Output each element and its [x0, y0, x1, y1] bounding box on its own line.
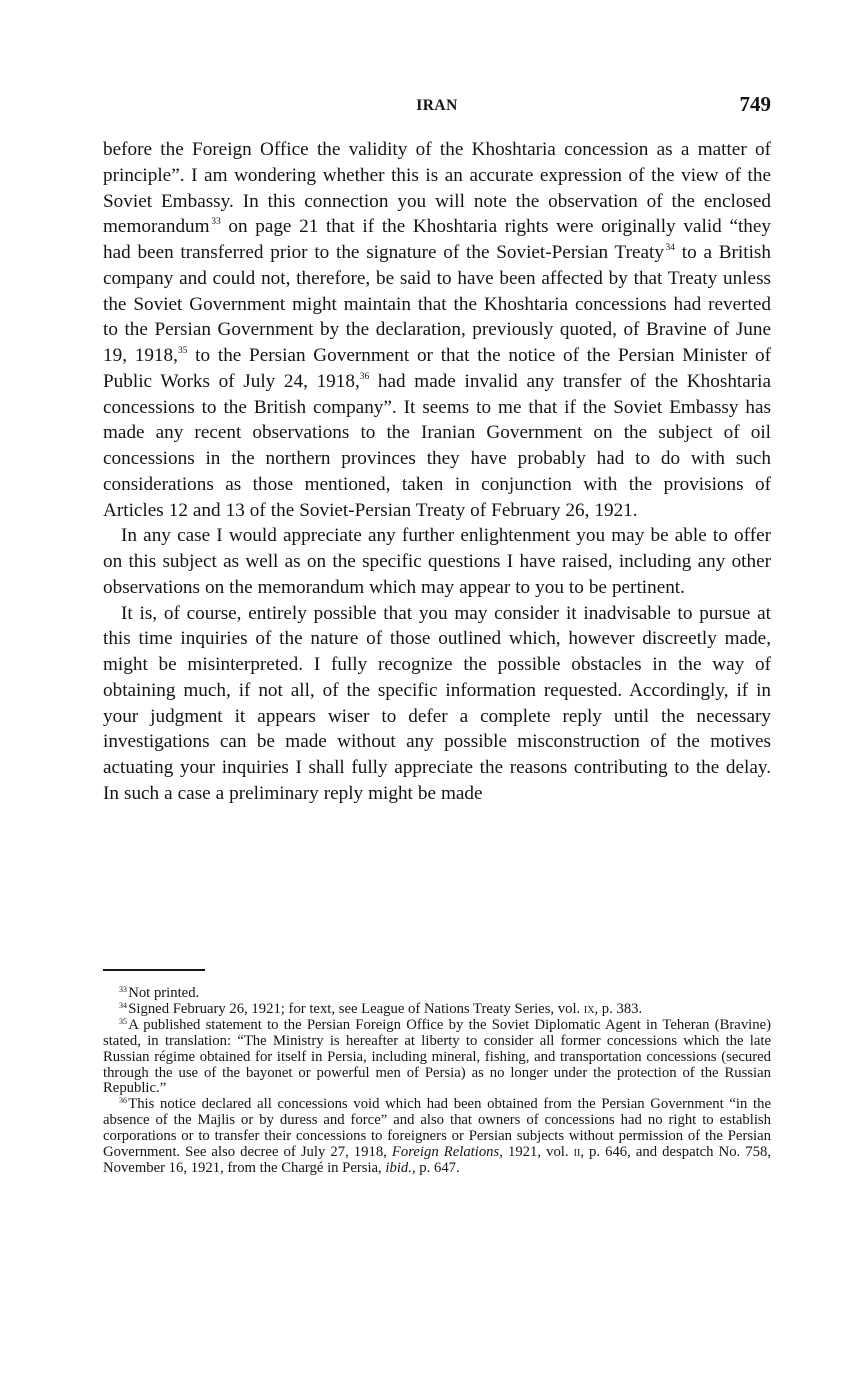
footnote-36: [103, 1097, 771, 1177]
paragraph-3: It is, of course, entirely possible that you may consider it inadvisable to pursue at this time inquiries of the nature of those outlined which, however discreetly made, might be misinterpreted. I fully recognize the possible obstacles in the way of obtaining much, if not all, of the specific information requested. Accordingly, if in your judgment it appears wiser to defer a complete reply until the necessary investigations can be made without any possible misconstruction of the motives actuating your inquiries I shall fully appreciate the reasons contributing to the delay. In such a case a preliminary reply might be made: [103, 602, 771, 804]
running-head: [103, 92, 771, 118]
footnote-36-text-2: , 1921, vol.: [499, 1144, 574, 1161]
footnote-ref-34: 34: [665, 243, 676, 253]
p1-text-4: to the Persian Government or that the notice of the Persian Minister of Public Works of July 24, 1918,: [103, 345, 771, 392]
footnote-36-foreign-relations: Foreign Relations: [391, 1144, 500, 1161]
footnote-ref-36: 36: [359, 371, 370, 382]
body-text: [103, 137, 771, 807]
footnote-mark-34: 34: [119, 1000, 127, 1010]
footnote-mark-35: 35: [119, 1016, 127, 1026]
footnote-34-text-2: , p. 383.: [594, 1000, 643, 1017]
footnote-36-text-1: This notice declared all concessions void which had been obtained from the Persian Government “in the absence of the Majlis or by duress and force” and also that owners of concessions had no right to establish corporations or to transfer their concessions to foreigners or Persian subjects without permission of the Persian Government. See also decree of July 27, 1918,: [103, 1096, 771, 1161]
p1-text-3: to a British company and could not, therefore, be said to have been affected by that Treaty unless the Soviet Government might maintain that the Khoshtaria concessions had reverted to the Persian Government by the declaration, previously quoted, of Bravine of June 19, 1918,: [103, 242, 771, 366]
footnote-35-text: A published statement to the Persian Foreign Office by the Soviet Diplomatic Agent in Teheran (Bravine) stated, in translation: “The Ministry is hereafter at liberty to consider all former concessions which the late Russian régime obtained for itself in Persia, including mineral, fishing, and transportation concessions (secured through the use of the bayonet or powerful men of Persia) as no longer under the protection of the Russian Republic.”: [103, 1016, 771, 1097]
footnote-mark-33: 33: [119, 985, 127, 994]
footnote-36-text-4: , p. 647.: [411, 1159, 460, 1176]
footnote-36-text-3: , p. 646, and despatch No. 758, November 16, 1921, from the Chargé in Persia,: [103, 1144, 771, 1176]
footnote-34-volume: ix: [583, 1000, 595, 1017]
footnote-33-text: Not printed.: [128, 985, 200, 1001]
footnote-34-text-1: Signed February 26, 1921; for text, see League of Nations Treaty Series, vol.: [128, 1000, 584, 1017]
footnote-ref-35: 35: [177, 346, 188, 356]
p1-text-1: before the Foreign Office the validity of the Khoshtaria concession as a matter of principle”. I am wondering whether this is an accurate expression of the view of the Soviet Embassy. In this connection you will note the observation of the enclosed memorandum: [103, 139, 771, 238]
page-number: 749: [739, 92, 771, 116]
p1-text-2: on page 21 that if the Khoshtaria rights were originally valid “they had been transferred prior to the signature of the Soviet-Persian Treaty: [103, 216, 771, 263]
paragraph-1: [103, 137, 771, 523]
footnote-divider: [103, 969, 205, 971]
footnote-36-volume: ii: [573, 1144, 581, 1161]
p1-text-5: had made invalid any transfer of the Khoshtaria concessions to the British company”. It seems to me that if the Soviet Embassy has made any recent observations to the Iranian Government on the subject of oil concessions in the northern provinces they have probably had to do with such considerations as those mentioned, taken in conjunction with the provisions of Articles 12 and 13 of the Soviet-Persian Treaty of February 26, 1921.: [103, 370, 771, 521]
footnote-34: [103, 1002, 771, 1018]
running-title: IRAN: [416, 97, 458, 114]
paragraph-2: In any case I would appreciate any further enlightenment you may be able to offer on this subject as well as on the specific questions I have raised, including any other observations on the memorandum which may appear to you to be pertinent.: [103, 525, 771, 598]
footnotes: [103, 986, 771, 1177]
footnote-36-ibid: ibid.: [385, 1159, 412, 1176]
footnote-mark-36: 36: [119, 1096, 127, 1106]
footnote-33: [103, 986, 771, 1002]
footnote-35: [103, 1018, 771, 1098]
footnote-ref-33: 33: [211, 217, 221, 228]
